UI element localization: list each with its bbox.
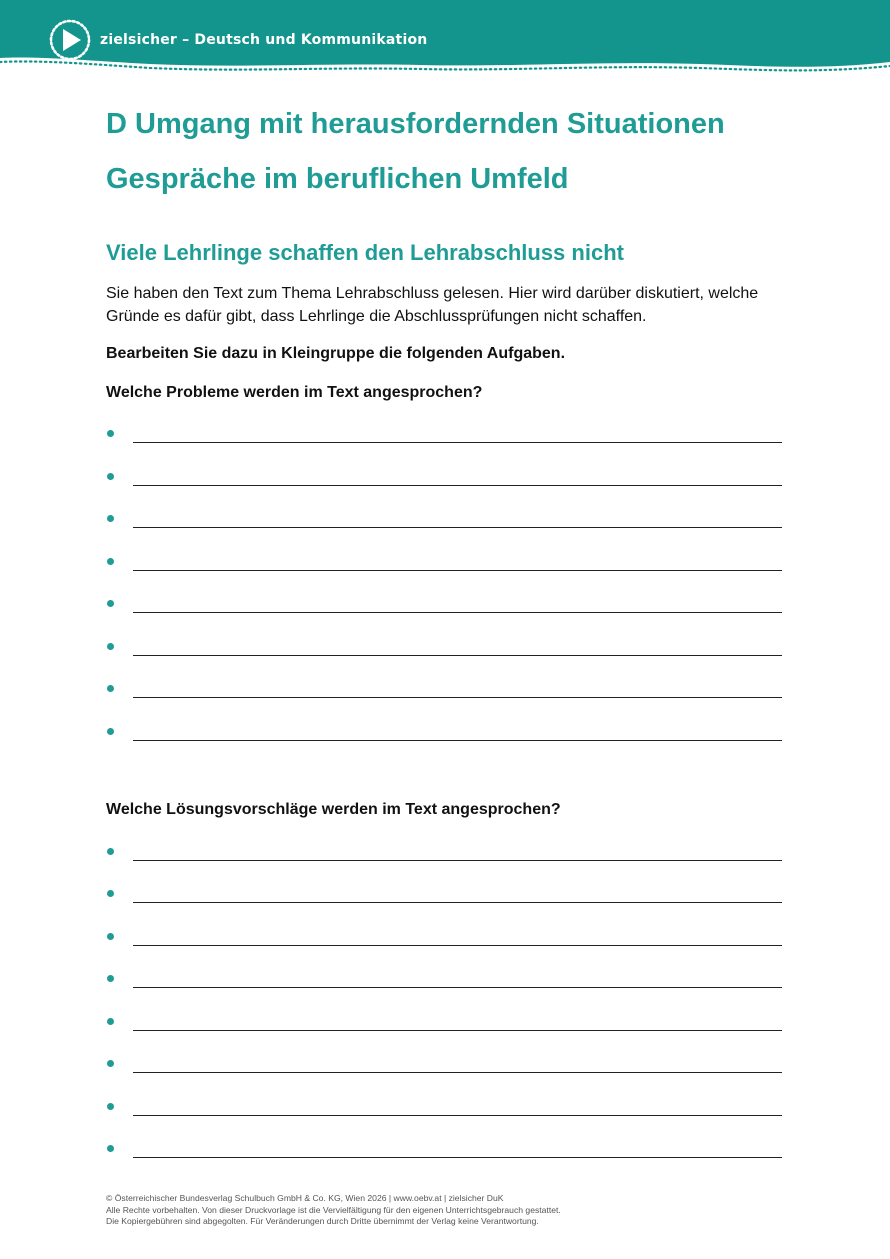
answer-line-row[interactable]	[106, 921, 782, 951]
answer-line[interactable]	[133, 1072, 782, 1073]
answer-line-row[interactable]	[106, 588, 782, 618]
task-instruction: Bearbeiten Sie dazu in Kleingruppe die folgenden Aufgaben.	[106, 345, 566, 362]
page-title: D Umgang mit herausfordernden Situationen	[106, 108, 725, 140]
section-title: Gespräche im beruflichen Umfeld	[106, 163, 569, 195]
answer-line[interactable]	[133, 570, 782, 571]
answer-line[interactable]	[133, 902, 782, 903]
bullet-icon	[107, 848, 114, 855]
bullet-icon	[107, 1018, 114, 1025]
bullet-icon	[107, 558, 114, 565]
bullet-icon	[107, 1145, 114, 1152]
answer-line-row[interactable]	[106, 716, 782, 746]
question-solutions: Welche Lösungsvorschläge werden im Text angesprochen?	[106, 801, 561, 818]
answer-line[interactable]	[133, 740, 782, 741]
bullet-icon	[107, 728, 114, 735]
answer-line[interactable]	[133, 697, 782, 698]
question-problems: Welche Probleme werden im Text angesprochen?	[106, 384, 483, 401]
bullet-icon	[107, 685, 114, 692]
answer-line-row[interactable]	[106, 461, 782, 491]
answer-line-row[interactable]	[106, 836, 782, 866]
bullet-icon	[107, 933, 114, 940]
answer-line[interactable]	[133, 987, 782, 988]
disclaimer-line: Die Kopiergebühren sind abgegolten. Für Veränderungen durch Dritte übernimmt der Verlag keine Verantwortung.	[106, 1216, 539, 1226]
answer-line[interactable]	[133, 1157, 782, 1158]
answer-line-row[interactable]	[106, 1133, 782, 1163]
answer-line[interactable]	[133, 1115, 782, 1116]
bullet-icon	[107, 890, 114, 897]
answer-line-row[interactable]	[106, 1091, 782, 1121]
bullet-icon	[107, 1103, 114, 1110]
bullet-icon	[107, 975, 114, 982]
answer-line[interactable]	[133, 945, 782, 946]
answer-line[interactable]	[133, 527, 782, 528]
bullet-icon	[107, 473, 114, 480]
answer-line[interactable]	[133, 655, 782, 656]
answer-line-row[interactable]	[106, 1048, 782, 1078]
answer-line[interactable]	[133, 860, 782, 861]
answer-line-row[interactable]	[106, 673, 782, 703]
answer-line-row[interactable]	[106, 503, 782, 533]
copyright-footer	[106, 1193, 561, 1228]
play-circle-icon	[48, 18, 92, 62]
brand-name: zielsicher – Deutsch und Kommunikation	[100, 32, 428, 48]
bullet-icon	[107, 515, 114, 522]
answer-line-row[interactable]	[106, 631, 782, 661]
answer-line-row[interactable]	[106, 418, 782, 448]
exercise-heading: Viele Lehrlinge schaffen den Lehrabschluss nicht	[106, 240, 624, 265]
brand	[48, 18, 427, 62]
answer-line-row[interactable]	[106, 878, 782, 908]
answer-line[interactable]	[133, 442, 782, 443]
answer-line[interactable]	[133, 485, 782, 486]
copyright-line: © Österreichischer Bundesverlag Schulbuch GmbH & Co. KG, Wien 2026 | www.oebv.at | zielsicher DuK	[106, 1193, 504, 1203]
answer-line-row[interactable]	[106, 963, 782, 993]
answer-line-row[interactable]	[106, 546, 782, 576]
answer-line[interactable]	[133, 1030, 782, 1031]
bullet-icon	[107, 600, 114, 607]
bullet-icon	[107, 1060, 114, 1067]
answer-line-row[interactable]	[106, 1006, 782, 1036]
rights-line: Alle Rechte vorbehalten. Von dieser Druckvorlage ist die Vervielfältigung für den eigenen Unterrichtsgebrauch gestattet.	[106, 1204, 561, 1215]
bullet-icon	[107, 430, 114, 437]
intro-text: Sie haben den Text zum Thema Lehrabschluss gelesen. Hier wird darüber diskutiert, welche Gründe es dafür gibt, dass Lehrlinge die Abschlussprüfungen nicht schaffen.	[106, 285, 759, 325]
answer-line[interactable]	[133, 612, 782, 613]
bullet-icon	[107, 643, 114, 650]
